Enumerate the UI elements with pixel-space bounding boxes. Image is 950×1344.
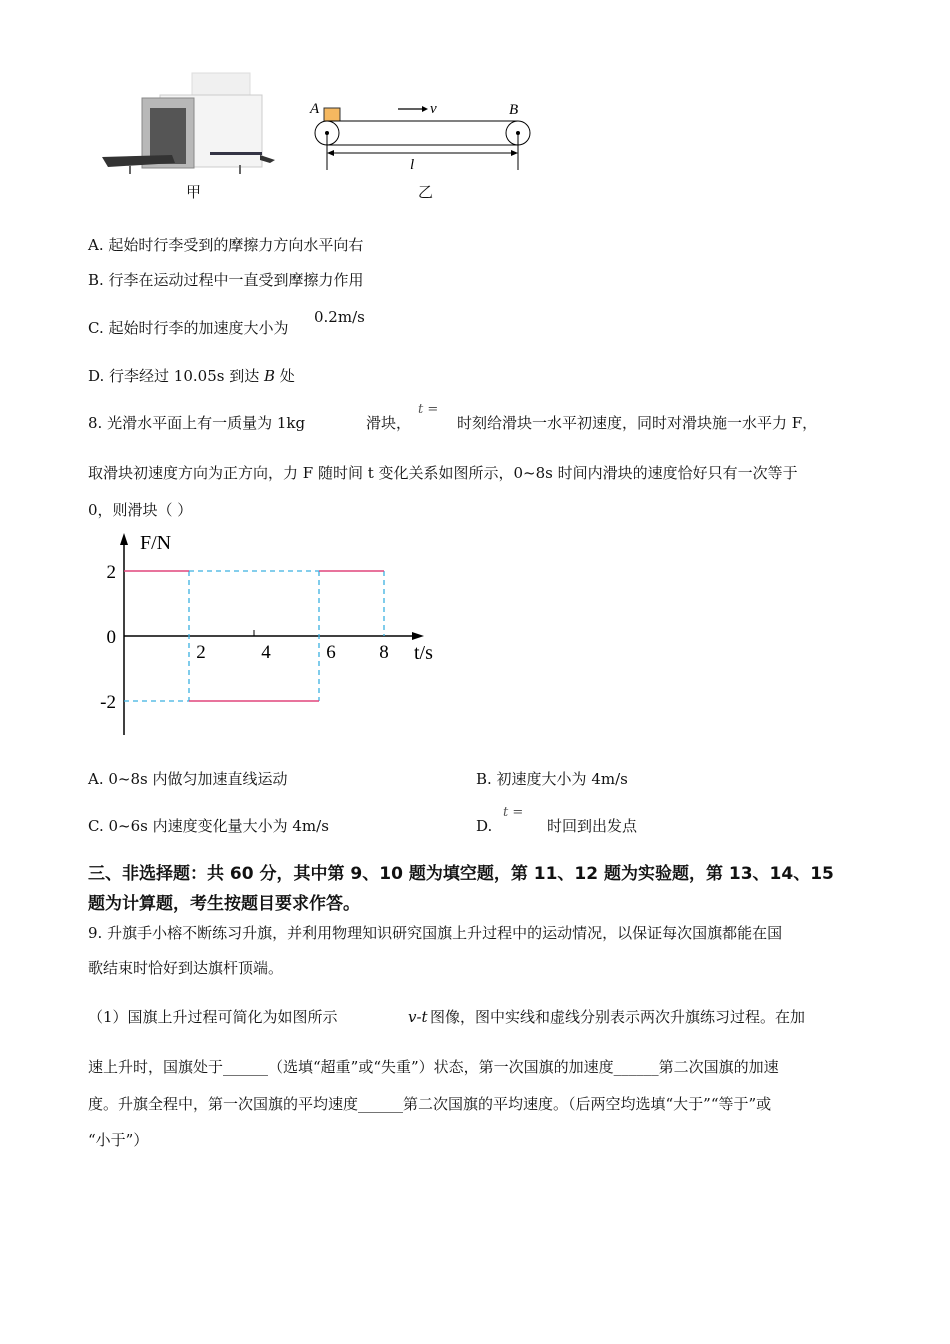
x-tick-label: 6 — [326, 642, 336, 663]
q9-p1-a: （1）国旗上升过程可简化为如图所示 — [88, 1008, 338, 1026]
x-tick-label: 2 — [196, 642, 206, 663]
q7-option-d — [88, 366, 295, 386]
label-b: B — [509, 102, 519, 118]
q8-option-d-t: t = — [503, 805, 524, 820]
y-axis-arrow — [120, 533, 128, 545]
q8-option-c: C. 0~6s 内速度变化量大小为 4m/s — [88, 817, 329, 835]
figure-yi-caption: 乙 — [418, 183, 434, 201]
text: 处 — [275, 367, 295, 385]
q8-option-a: A. 0~8s 内做匀加速直线运动 — [88, 770, 288, 788]
x-tick-label: 8 — [379, 642, 389, 663]
q8-option-d: D. — [476, 817, 493, 835]
q9-p3: 度。升旗全程中，第一次国旗的平均速度______第二次国旗的平均速度。（后两空均选填“大于”“等于”或 — [88, 1095, 772, 1113]
force-time-chart — [90, 525, 450, 745]
q8-option-b: B. 初速度大小为 4m/s — [476, 770, 628, 788]
section-heading-line1: 三、非选择题：共 60 分，其中第 9、10 题为填空题，第 11、12 题为实验题，第 13、14、15 — [88, 864, 834, 884]
text: D. 行李经过 10.05s 到达 — [88, 367, 264, 385]
x-axis-label: t/s — [414, 642, 433, 664]
q9-line2: 歌结束时恰好到达旗杆顶端。 — [88, 959, 284, 977]
q9-p4: “小于”） — [88, 1131, 149, 1149]
conveyor-diagram — [305, 90, 540, 180]
q9-line1: 9. 升旗手小榕不断练习升旗，并利用物理知识研究国旗上升过程中的运动情况，以保证每次国旗都能在国 — [88, 924, 783, 942]
q8-line1-c: 时刻给滑块一水平初速度，同时对滑块施一水平力 F， — [457, 414, 818, 432]
y-axis-label: F/N — [140, 532, 172, 554]
y-tick-label: 2 — [106, 562, 116, 583]
q7-option-c-value: 0.2m/s — [314, 308, 365, 326]
text: B — [263, 367, 276, 385]
q9-p2: 速上升时，国旗处于______（选填“超重”或“失重”）状态，第一次国旗的加速度______第二次国旗的加速 — [88, 1058, 779, 1076]
q8-option-d-post: 时回到出发点 — [547, 817, 638, 835]
section-heading-line2: 题为计算题，考生按题目要求作答。 — [88, 894, 360, 914]
y-tick-label: 0 — [106, 627, 116, 648]
q7-option-c: C. 起始时行李的加速度大小为 — [88, 319, 289, 337]
q8-line3: 0，则滑块（ ） — [88, 501, 193, 519]
q9-p1-vt: v-t — [408, 1008, 428, 1026]
x-tick-label: 4 — [261, 642, 271, 663]
q8-line1-b: 滑块， — [366, 414, 412, 432]
q9-p1-b: 图像，图中实线和虚线分别表示两次升旗练习过程。在加 — [430, 1008, 806, 1026]
q7-option-b: B. 行李在运动过程中一直受到摩擦力作用 — [88, 271, 364, 289]
x-axis-arrow — [412, 632, 424, 640]
y-tick-label: -2 — [100, 692, 116, 713]
q8-line1-a: 8. 光滑水平面上有一质量为 1kg — [88, 414, 306, 432]
label-l: l — [410, 157, 415, 173]
label-v: v — [430, 101, 437, 117]
q7-option-a: A. 起始时行李受到的摩擦力方向水平向右 — [88, 236, 364, 254]
q8-line2: 取滑块初速度方向为正方向，力 F 随时间 t 变化关系如图所示，0~8s 时间内滑块的速度恰好只有一次等于 — [88, 464, 798, 482]
label-a: A — [310, 101, 320, 117]
xray-machine-image — [100, 70, 280, 180]
figure-jia-caption: 甲 — [186, 183, 202, 201]
q8-t-eq: t = — [418, 402, 439, 417]
